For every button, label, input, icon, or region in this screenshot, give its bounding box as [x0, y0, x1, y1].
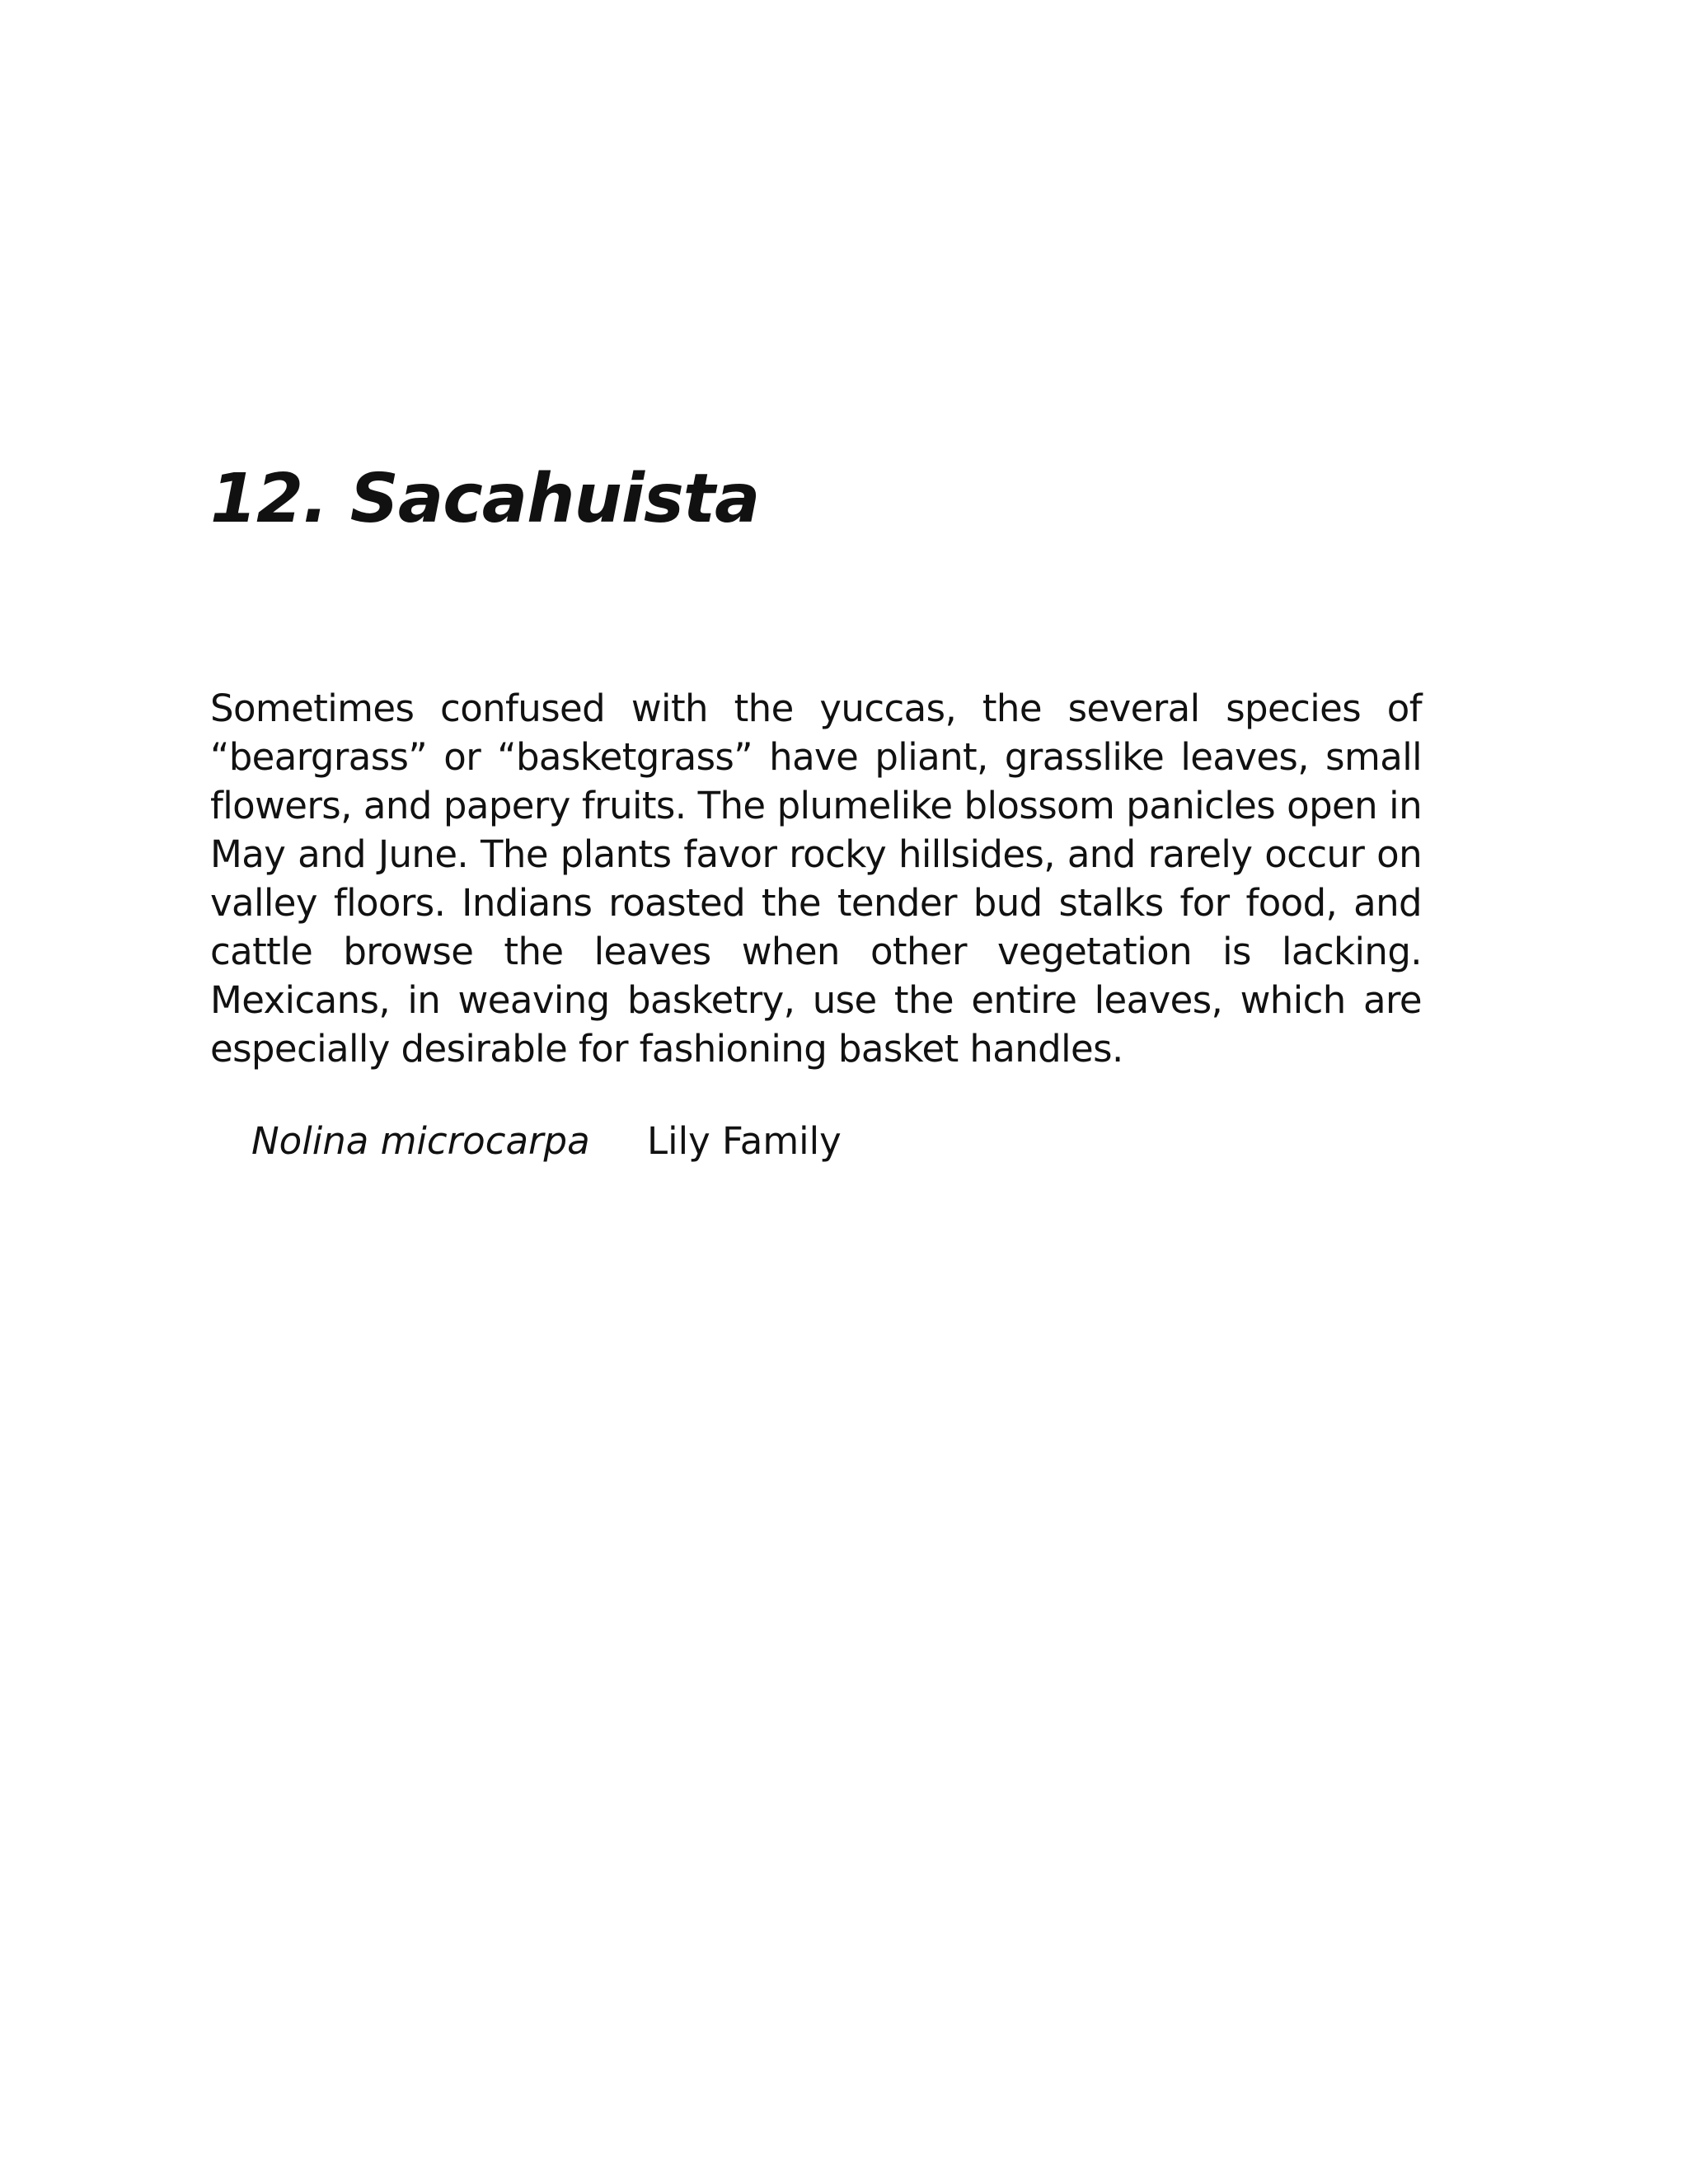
family-name: Lily Family [647, 1119, 842, 1163]
scientific-name: Nolina microcarpa [251, 1119, 590, 1163]
body-paragraph: Sometimes confused with the yuccas, the several species of “beargrass” or “basketgrass” have pliant, grasslike leaves, small flowers, and papery fruits. The plumelike blossom panicles open in May and June. The plants favor rocky hillsides, and rarely occur on valley floors. Indians roasted the tender bud stalks for food, and cattle browse the leaves when other vegetation is lacking. Mexicans, in weaving basketry, use the entire leaves, which are especially desirable for fashioning basket handles. [210, 687, 1422, 1071]
species-caption [251, 1117, 842, 1165]
page-title: 12. Sacahuista [210, 460, 760, 538]
